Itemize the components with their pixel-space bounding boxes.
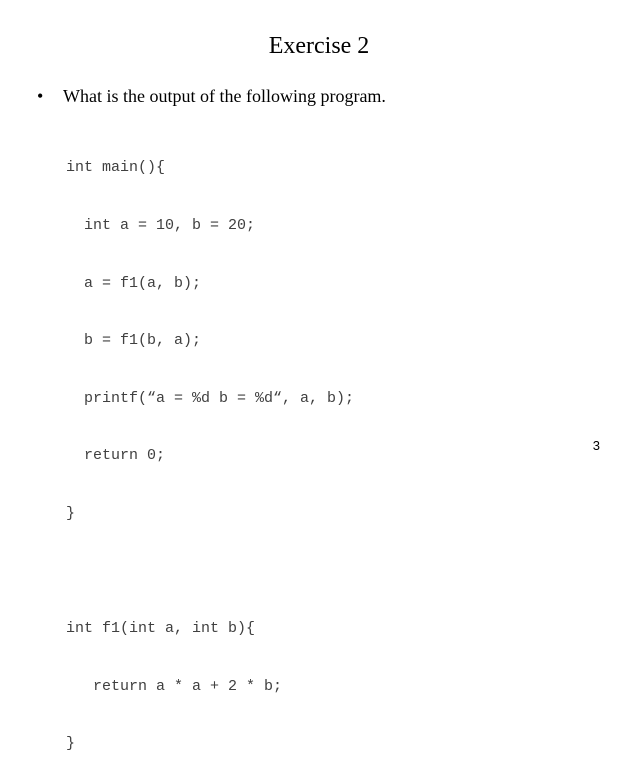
bullet-item xyxy=(37,85,386,107)
page-number: 3 xyxy=(592,438,600,453)
code-line: int main(){ xyxy=(66,159,166,177)
code-line: printf(“a = %d b = %d“, a, b); xyxy=(66,389,355,407)
code-line xyxy=(66,562,354,581)
code-line: return a * a + 2 * b; xyxy=(66,677,283,695)
slide-title: Exercise 2 xyxy=(268,33,370,59)
code-line: } xyxy=(66,505,76,523)
code-line: return 0; xyxy=(66,447,166,465)
bullet-marker: • xyxy=(37,86,44,106)
code-line: int a = 10, b = 20; xyxy=(66,217,256,235)
code-block xyxy=(66,120,354,773)
code-line: } xyxy=(66,735,76,753)
code-line: int f1(int a, int b){ xyxy=(66,620,256,638)
code-line: a = f1(a, b); xyxy=(66,274,202,292)
code-line: b = f1(b, a); xyxy=(66,332,202,350)
bullet-text: What is the output of the following program. xyxy=(63,86,386,106)
